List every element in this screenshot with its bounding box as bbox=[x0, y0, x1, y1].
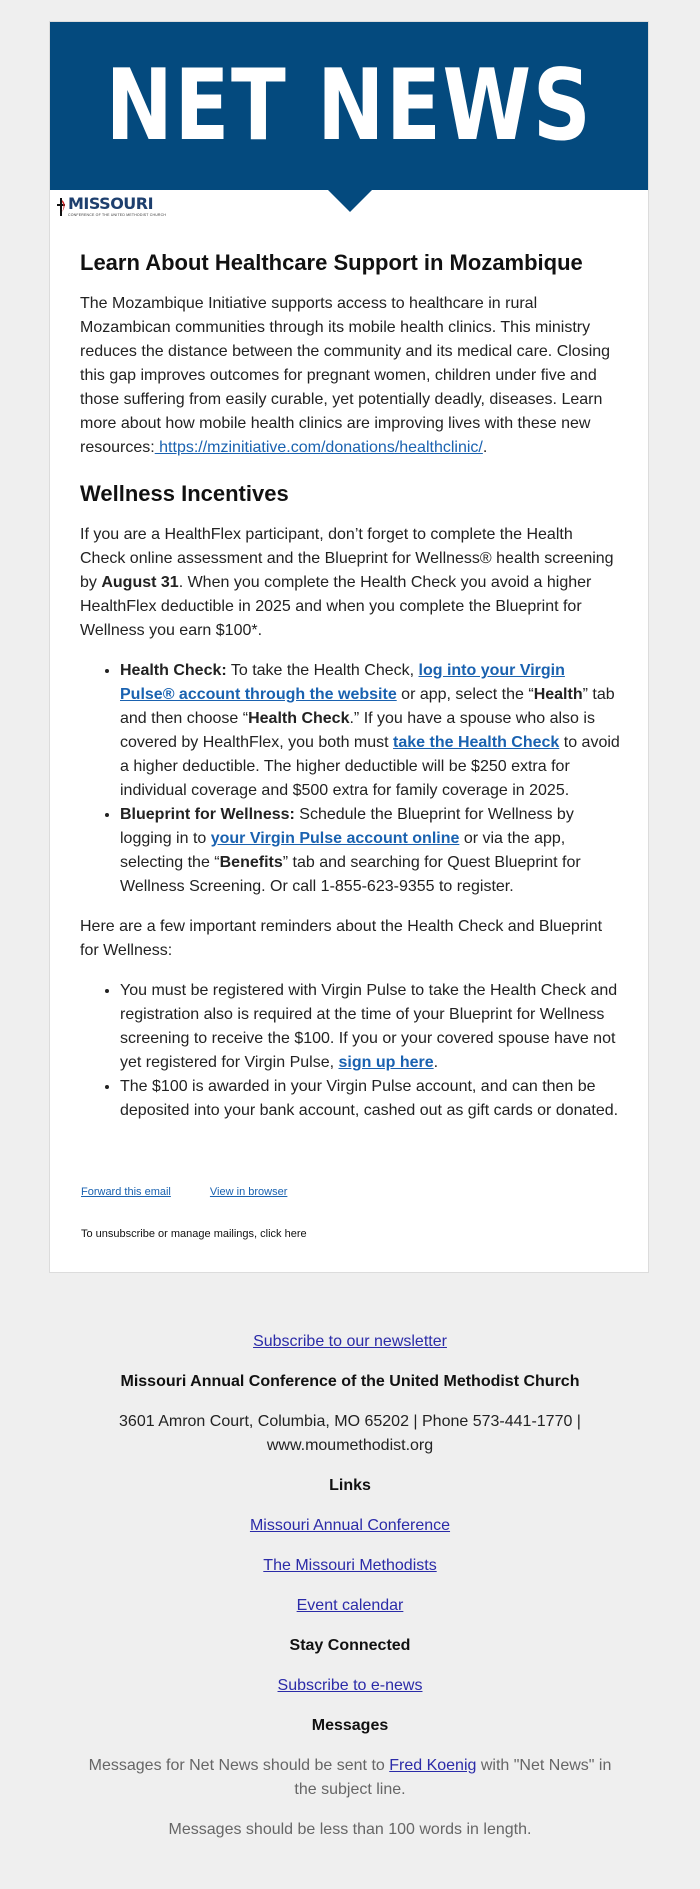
stay-connected-heading: Stay Connected bbox=[289, 1637, 411, 1654]
messages-length-note: Messages should be less than 100 words in length. bbox=[168, 1821, 532, 1838]
unsubscribe-link[interactable]: To unsubscribe or manage mailings, click here bbox=[81, 1228, 307, 1240]
wellness-steps-list bbox=[80, 659, 620, 899]
missouri-conference-link[interactable]: Missouri Annual Conference bbox=[249, 1517, 451, 1534]
missouri-conference-logo bbox=[56, 194, 167, 222]
list-item: • The $100 is awarded in your Virgin Pulse account, and can then be deposited into your bank account, cashed out as gift cards or donated. bbox=[120, 1075, 620, 1123]
virgin-pulse-account-link[interactable]: your Virgin Pulse account online bbox=[210, 830, 460, 847]
cross-flame-icon bbox=[56, 196, 66, 218]
messages-heading: Messages bbox=[311, 1717, 389, 1734]
header-banner bbox=[50, 22, 648, 190]
sign-up-link[interactable]: sign up here bbox=[338, 1054, 434, 1071]
subscribe-enews-link[interactable]: Subscribe to e-news bbox=[277, 1677, 423, 1694]
section-heading-mozambique: Learn About Healthcare Support in Mozambique bbox=[80, 250, 583, 275]
wellness-intro: If you are a HealthFlex participant, don’t forget to complete the Health Check online assessment and the Blueprint for Wellness® health screening by August 31. When you complete the Health Check you avoid a higher HealthFlex deductible in 2025 and when you complete the Blueprint for Wellness you earn $100*. bbox=[80, 526, 614, 639]
article-content bbox=[80, 250, 620, 1123]
healthclinic-link[interactable]: https://mzinitiative.com/donations/healthclinic/ bbox=[154, 439, 483, 456]
missouri-methodists-link[interactable]: The Missouri Methodists bbox=[263, 1557, 437, 1574]
banner-title: NET NEWS bbox=[105, 49, 593, 163]
messages-instructions: Messages for Net News should be sent to Fred Koenig with "Net News" in the subject line. bbox=[88, 1757, 612, 1798]
subscribe-newsletter-link[interactable]: Subscribe to our newsletter bbox=[253, 1333, 447, 1350]
event-calendar-link[interactable]: Event calendar bbox=[296, 1597, 404, 1614]
list-item: • Blueprint for Wellness: Schedule the Blueprint for Wellness by logging in to your Virgin Pulse account online or via the app, selecting the “Benefits” tab and searching for Quest Blueprint for Wellness Screening. Or call 1-855-623-9355 to register. bbox=[120, 803, 620, 899]
logo-wordmark: MISSOURI bbox=[68, 194, 154, 213]
email-actions bbox=[81, 1186, 323, 1198]
reminders-list bbox=[80, 979, 620, 1123]
organization-name: Missouri Annual Conference of the United Methodist Church bbox=[120, 1373, 580, 1390]
list-item: • Health Check: To take the Health Check, log into your Virgin Pulse® account through the website or app, select the “Health” tab and then choose “Health Check.” If you have a spouse who also is covered by HealthFlex, you both must take the Health Check to avoid a higher deductible. The higher deductible will be $250 extra for individual coverage and $500 extra for family coverage in 2025. bbox=[120, 659, 620, 803]
logo-subtitle: CONFERENCE OF THE UNITED METHODIST CHURCH bbox=[68, 213, 167, 217]
address-line-2: www.moumethodist.org bbox=[266, 1437, 434, 1454]
forward-email-link[interactable]: Forward this email bbox=[81, 1186, 171, 1198]
fred-koenig-email-link[interactable]: Fred Koenig bbox=[389, 1757, 477, 1774]
take-health-check-link[interactable]: take the Health Check bbox=[393, 734, 560, 751]
section-heading-wellness: Wellness Incentives bbox=[80, 481, 289, 506]
mozambique-paragraph: The Mozambique Initiative supports access to healthcare in rural Mozambican communities through its mobile health clinics. This ministry reduces the distance between the community and its medical care. Closing this gap improves outcomes for pregnant women, children under five and those suffering from easily curable, yet potentially deadly, diseases. Learn more about how mobile health clinics are improving lives with these new resources: https://mzinitiative.com/donations/healthclinic/. bbox=[80, 295, 611, 456]
links-heading: Links bbox=[329, 1477, 371, 1494]
email-card bbox=[49, 21, 649, 1273]
deadline-date: August 31 bbox=[101, 574, 179, 591]
view-in-browser-link[interactable]: View in browser bbox=[209, 1186, 288, 1198]
banner-notch bbox=[328, 190, 372, 212]
list-item: • You must be registered with Virgin Pulse to take the Health Check and registration also is required at the time of your Blueprint for Wellness screening to receive the $100. If you or your covered spouse have not yet registered for Virgin Pulse, sign up here. bbox=[120, 979, 620, 1075]
reminders-intro: Here are a few important reminders about the Health Check and Blueprint for Wellness: bbox=[80, 918, 603, 959]
virgin-pulse-login-link[interactable]: log into your Virgin Pulse® account through the website bbox=[120, 662, 565, 703]
address-line-1: 3601 Amron Court, Columbia, MO 65202 | Phone 573-441-1770 | bbox=[119, 1413, 581, 1430]
